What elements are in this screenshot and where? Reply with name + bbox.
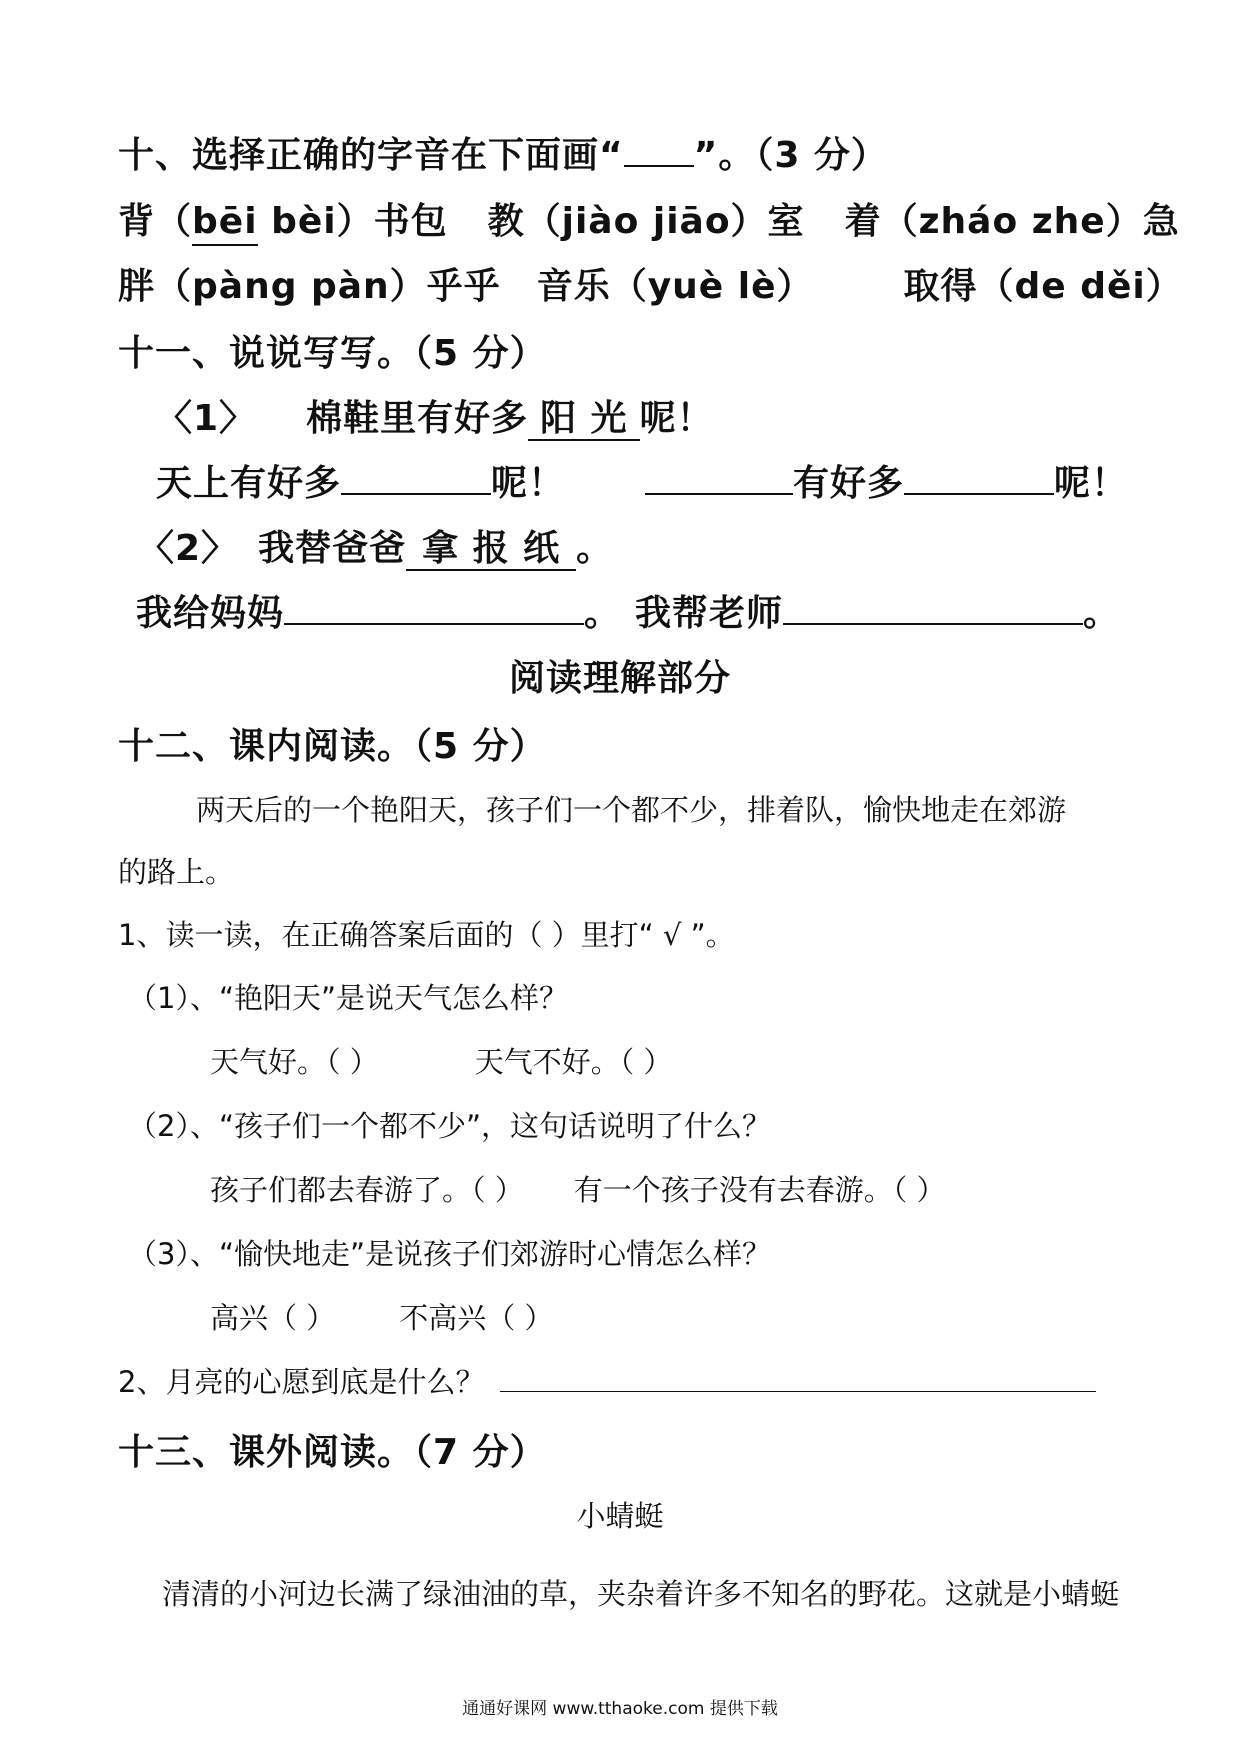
question-1: 1、读一读，在正确答案后面的（ ）里打“ √ ”。: [118, 918, 735, 952]
example-answer-2: 拿 报 纸: [406, 528, 576, 571]
question-1-1-options: [210, 1040, 672, 1081]
answer-blank[interactable]: [904, 492, 1054, 495]
story-passage-line-1: 清清的小河边长满了绿油油的草，夹杂着许多不知名的野花。这就是小蜻蜓: [162, 1577, 1120, 1611]
question-1-1: （1）、“艳阳天”是说天气怎么样？: [128, 981, 568, 1015]
answer-blank[interactable]: [645, 492, 793, 495]
passage-line-1: 两天后的一个艳阳天，孩子们一个都不少，排着队，愉快地走在郊游: [196, 793, 1067, 827]
option-one-missing[interactable]: 有一个孩子没有去春游。（ ）: [573, 1173, 946, 1207]
section-11-example-1: 〈1〉 棉鞋里有好多 阳 光 呢！: [156, 398, 714, 439]
underlined-option: bēi: [192, 201, 258, 246]
section-10-title: 十、选择正确的字音在下面画“ ”。（3 分）: [118, 135, 888, 176]
answer-blank[interactable]: [500, 1390, 1096, 1392]
question-1-3: （3）、“愉快地走”是说孩子们郊游时心情怎么样？: [128, 1237, 771, 1271]
section-12-title: 十二、课内阅读。（5 分）: [118, 726, 547, 767]
question-2: 2、月亮的心愿到底是什么？: [118, 1360, 1096, 1401]
option-bad-weather[interactable]: 天气不好。（ ）: [474, 1045, 673, 1079]
story-title: 小蜻蜓: [576, 1499, 664, 1533]
answer-blank[interactable]: [284, 622, 584, 625]
answer-blank[interactable]: [341, 492, 491, 495]
section-11-fill-line-2: 我给妈妈 。 我帮老师 。: [136, 593, 1121, 634]
option-good-weather[interactable]: 天气好。（ ）: [210, 1045, 379, 1079]
option-happy[interactable]: 高兴（ ）: [210, 1301, 336, 1335]
section-13-title: 十三、课外阅读。（7 分）: [118, 1432, 547, 1473]
section-10-row-2: 胖（pàng pàn）乎乎 音乐（yuè lè） 取得（de děi）: [118, 266, 1183, 307]
answer-blank[interactable]: [783, 622, 1083, 625]
section-11-example-2: 〈2〉 我替爸爸 拿 报 纸 。: [138, 528, 614, 569]
option-unhappy[interactable]: 不高兴（ ）: [399, 1301, 554, 1335]
example-answer-1: 阳 光: [528, 398, 640, 441]
question-1-2: （2）、“孩子们一个都不少”，这句话说明了什么？: [128, 1109, 771, 1143]
footer-credit: 通通好课网 www.tthaoke.com 提供下载: [462, 1699, 778, 1719]
section-11-fill-line-1: 天上有好多 呢！ 有好多 呢！: [156, 463, 1129, 504]
question-1-3-options: [210, 1296, 553, 1337]
passage-line-2: 的路上。: [118, 855, 235, 889]
title-blank: [624, 164, 694, 167]
reading-section-header: 阅读理解部分: [508, 658, 731, 699]
section-11-title: 十一、说说写写。（5 分）: [118, 333, 547, 374]
option-all-went[interactable]: 孩子们都去春游了。（ ）: [210, 1173, 524, 1207]
question-1-2-options: [210, 1168, 945, 1209]
section-10-row-1: 背（bēi bèi）书包 教（jiào jiāo）室 着（zháo zhe）急: [118, 193, 1180, 244]
